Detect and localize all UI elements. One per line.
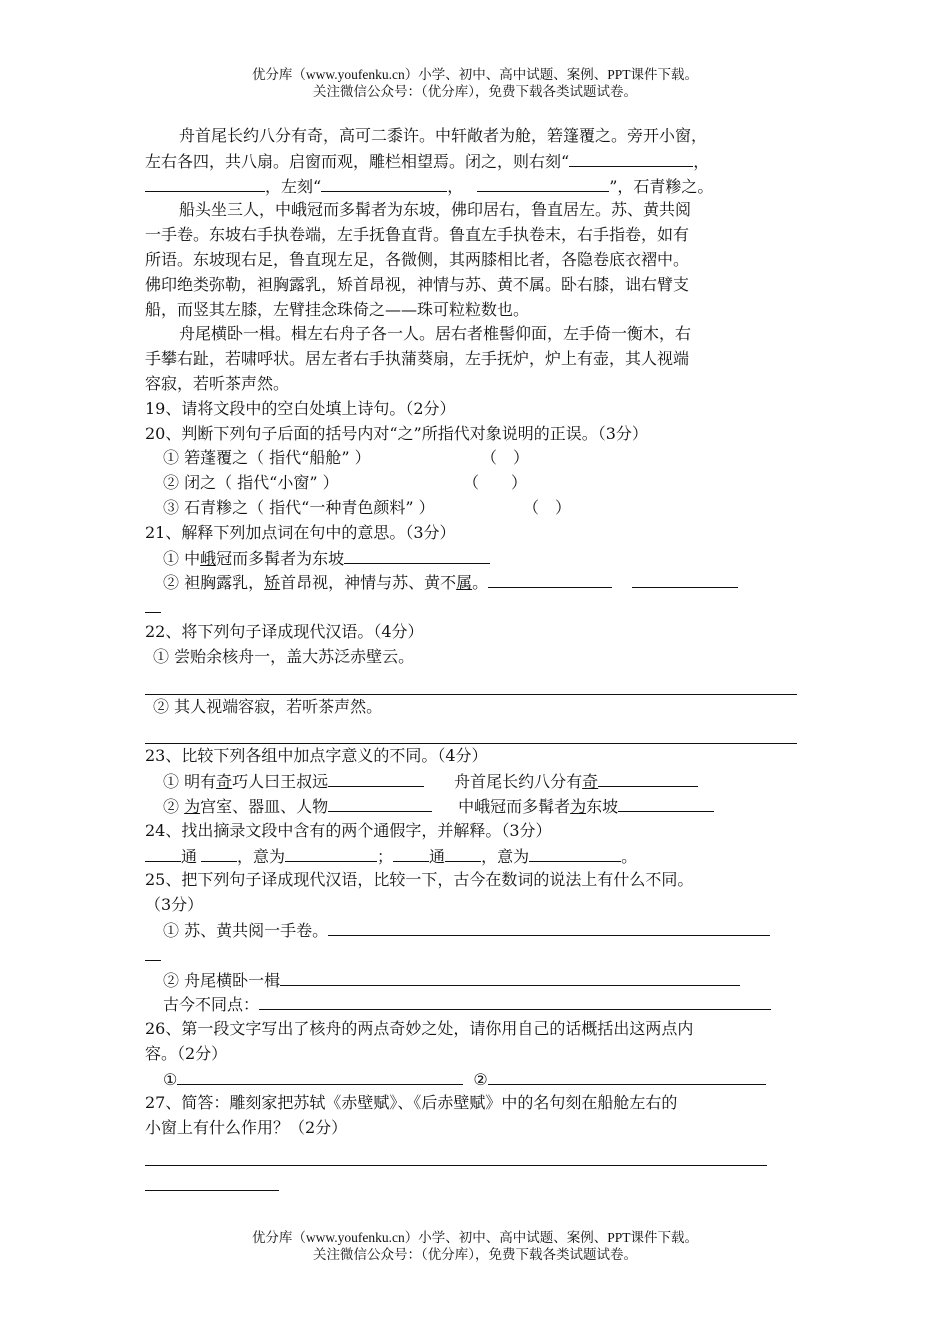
passage-line: 船，而竖其左膝，左臂挂念珠倚之——珠可粒粒数也。	[145, 299, 530, 319]
wrap-line	[145, 595, 815, 620]
answer-line[interactable]	[145, 1166, 279, 1191]
passage-line: 舟尾横卧一楫。楫左右舟子各一人。居右者椎髻仰面，左手倚一衡木，右	[179, 324, 692, 344]
fill-blank-4[interactable]	[477, 174, 609, 192]
answer-blank[interactable]	[328, 794, 432, 812]
question-19: 19、请将文段中的空白处填上诗句。（2分）	[145, 398, 456, 418]
passage-line: 容寂，若听茶声然。	[145, 373, 290, 393]
fill-blank-2[interactable]	[145, 174, 265, 192]
answer-line[interactable]	[145, 670, 797, 695]
q26-answers: ① ②	[145, 1067, 815, 1092]
question-21: 21、解释下列加点词在句中的意思。（3分）	[145, 522, 456, 542]
answer-blank[interactable]	[280, 968, 740, 986]
passage-line: 所语。东坡现右足，鲁直现左足，各微侧，其两膝相比者，各隐卷底衣褶中。	[145, 249, 690, 269]
passage-line: 船头坐三人，中峨冠而多髯者为东坡，佛印居右，鲁直居左。苏、黄共阅	[179, 200, 692, 220]
answer-blank[interactable]	[177, 1067, 463, 1085]
footer-line-1: 优分库（www.youfenku.cn）小学、初中、高中试题、案例、PPT课件下载。	[251, 1230, 699, 1245]
answer-blank[interactable]	[201, 844, 237, 862]
q22-item-2: ② 其人视端容寂，若听茶声然。	[153, 696, 383, 716]
answer-blank[interactable]	[393, 844, 429, 862]
answer-blank[interactable]	[328, 769, 424, 787]
passage-line: 一手卷。东坡右手执卷端，左手抚鲁直背。鲁直左手执卷末，右手指卷，如有	[145, 225, 690, 245]
question-26: 26、第一段文字写出了核舟的两点奇妙之处，请你用自己的话概括出这两点内	[145, 1019, 694, 1039]
page-header	[0, 66, 950, 100]
answer-line[interactable]	[145, 719, 797, 744]
answer-blank[interactable]	[445, 844, 481, 862]
header-line-2: 关注微信公众号：（优分库），免费下载各类试题试卷。	[313, 84, 637, 99]
answer-line[interactable]	[145, 1141, 767, 1166]
answer-blank[interactable]	[529, 844, 621, 862]
answer-blank[interactable]	[328, 918, 770, 936]
answer-blank[interactable]	[145, 943, 161, 961]
wrap-line	[145, 943, 815, 968]
header-line-1: 优分库（www.youfenku.cn）小学、初中、高中试题、案例、PPT课件下载。	[251, 67, 699, 82]
fill-blank-3[interactable]	[321, 174, 447, 192]
answer-blank[interactable]	[632, 570, 738, 588]
answer-blank[interactable]	[145, 844, 181, 862]
footer-line-2: 关注微信公众号：（优分库），免费下载各类试题试卷。	[313, 1247, 637, 1262]
q24-answer: 通 ，意为 ； 通 ，意为 。	[145, 844, 815, 869]
answer-paren[interactable]: （ ）	[523, 497, 572, 517]
q25-diff: 古今不同点：	[145, 992, 815, 1017]
q22-item-1: ① 尝贻余核舟一，盖大苏泛赤壁云。	[153, 646, 415, 666]
q20-item-3: ③ 石青糁之（ 指代“一种青色颜料” ） （ ）	[163, 497, 572, 517]
q20-item-2: ② 闭之（ 指代“小窗” ） （ ）	[163, 473, 528, 493]
question-23: 23、比较下列各组中加点字意义的不同。（4分）	[145, 746, 488, 766]
passage-line: ，左刻“ ， ”，石青糁之。	[145, 174, 815, 199]
answer-paren[interactable]: （ ）	[481, 448, 530, 468]
q25-item-2: ② 舟尾横卧一楫	[145, 968, 815, 993]
answer-paren[interactable]: （ ）	[463, 473, 528, 493]
answer-blank[interactable]	[344, 546, 490, 564]
passage-line: 舟首尾长约八分有奇，高可二黍许。中轩敞者为舱，箬篷覆之。旁开小窗，	[179, 126, 708, 145]
q23-item-2: ② 为宫室、器皿、人物 中峨冠而多髯者为东坡	[145, 794, 815, 819]
q23-item-1: ① 明有奇巧人曰王叔远 舟首尾长约八分有奇	[145, 769, 815, 794]
passage-line: 左右各四，共八扇。启窗而观，雕栏相望焉。闭之，则右刻“ ，	[145, 149, 815, 174]
q25-item-1: ① 苏、黄共阅一手卷。	[145, 918, 815, 943]
question-27: 27、简答：雕刻家把苏轼《赤壁赋》、《后赤壁赋》中的名句刻在船舱左右的	[145, 1093, 678, 1113]
answer-blank[interactable]	[488, 1067, 766, 1085]
answer-blank[interactable]	[598, 769, 698, 787]
fill-blank-1[interactable]	[569, 149, 693, 167]
answer-blank[interactable]	[488, 570, 612, 588]
question-26-cont: 容。（2分）	[145, 1043, 228, 1063]
q21-item-1: ① 中峨冠而多髯者为东坡	[145, 546, 815, 571]
answer-blank[interactable]	[285, 844, 377, 862]
answer-blank[interactable]	[259, 992, 771, 1010]
question-22: 22、将下列句子译成现代汉语。（4分）	[145, 621, 424, 641]
q21-item-2: ② 袒胸露乳，矫首昂视，神情与苏、黄不属。	[145, 570, 815, 595]
answer-blank[interactable]	[145, 595, 161, 613]
question-24: 24、找出摘录文段中含有的两个通假字，并解释。（3分）	[145, 820, 552, 840]
question-25-cont: （3分）	[145, 895, 204, 915]
q20-item-1: ① 箬蓬覆之（ 指代“船舱” ） （ ）	[163, 448, 530, 468]
page-footer	[0, 1229, 950, 1263]
question-27-cont: 小窗上有什么作用？（2分）	[145, 1118, 348, 1138]
question-25: 25、把下列句子译成现代汉语，比较一下，古今在数词的说法上有什么不同。	[145, 870, 694, 890]
answer-blank[interactable]	[618, 794, 714, 812]
question-20: 20、判断下列句子后面的括号内对“之”所指代对象说明的正误。（3分）	[145, 423, 648, 443]
passage-line: 佛印绝类弥勒，袒胸露乳，矫首昂视，神情与苏、黄不属。卧右膝，诎右臂支	[145, 274, 690, 294]
passage-line: 手攀右趾，若啸呼状。居左者右手执蒲葵扇，左手抚炉，炉上有壶，其人视端	[145, 349, 690, 369]
document-body	[145, 124, 815, 1191]
